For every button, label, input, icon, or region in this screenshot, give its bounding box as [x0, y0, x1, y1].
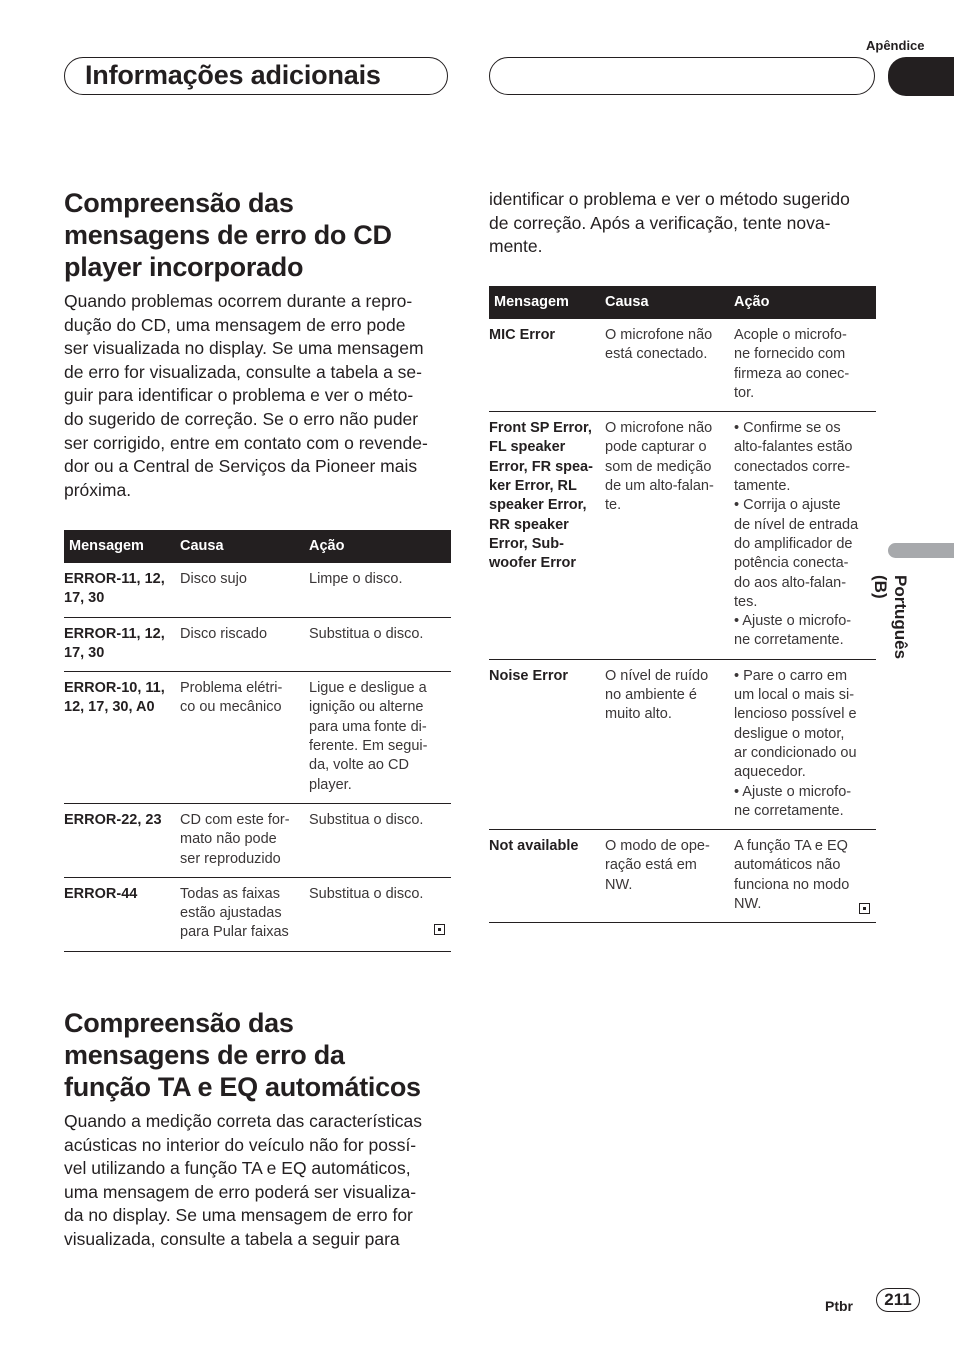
error-message: Front SP Error, FL speaker Error, FR spea- ker Error, RL speaker Error, RR speaker Error, Sub- woofer Error	[489, 412, 600, 660]
side-language-label: Português (B)	[871, 575, 910, 660]
table-row	[64, 617, 451, 672]
table-row	[64, 563, 451, 617]
table-row	[64, 672, 451, 804]
table-row	[489, 412, 876, 660]
table-row	[64, 877, 451, 951]
error-cause: Disco riscado	[175, 617, 304, 672]
cd-section-title: Compreensão das mensagens de erro do CD player incorporado	[64, 188, 392, 282]
error-message: ERROR-10, 11, 12, 17, 30, A0	[64, 672, 175, 804]
column-header: Causa	[600, 286, 729, 319]
error-action: Limpe o disco.	[304, 563, 451, 617]
error-message: ERROR-44	[64, 877, 175, 951]
error-action: • Confirme se os alto-falantes estão conectados corre- tamente. • Corrija o ajuste de nível de entrada do amplificador de potência conecta- do aos alto-falan- tes. • Ajuste o microfo- ne corretamente.	[729, 412, 876, 660]
error-action: Ligue e desligue a ignição ou alterne para uma fonte di- ferente. Em segui- da, volte ao CD player.	[304, 672, 451, 804]
error-action: Substitua o disco.	[304, 617, 451, 672]
table-header-row	[489, 286, 876, 319]
table-header-row	[64, 530, 451, 563]
error-message: MIC Error	[489, 319, 600, 412]
table-row	[64, 803, 451, 877]
chapter-tab	[888, 57, 954, 96]
column-header: Causa	[175, 530, 304, 563]
table-row	[489, 319, 876, 412]
cd-error-table	[64, 530, 451, 952]
error-action: Substitua o disco.	[304, 877, 451, 951]
error-message: Noise Error	[489, 659, 600, 829]
header-empty-box	[489, 57, 875, 95]
column-header: Ação	[729, 286, 876, 319]
error-message: Not available	[489, 830, 600, 923]
ta-section-paragraph: Quando a medição correta das características acústicas no interior do veículo não for possí- vel utilizando a função TA e EQ automáticos, uma mensagem de erro poderá ser visualiza- da no display. Se uma mensagem de erro for visualizada, consulte a tabela a seguir para	[64, 1111, 422, 1249]
column-header: Mensagem	[489, 286, 600, 319]
error-message: ERROR-22, 23	[64, 803, 175, 877]
table-row	[489, 830, 876, 923]
language-code: Ptbr	[825, 1298, 853, 1314]
side-language-label-wrap	[870, 575, 954, 660]
ta-section-title: Compreensão das mensagens de erro da função TA e EQ automáticos	[64, 1008, 421, 1102]
column-header: Mensagem	[64, 530, 175, 563]
page-number: 211	[876, 1288, 920, 1312]
error-cause: Todas as faixas estão ajustadas para Pular faixas	[175, 877, 304, 951]
table-row	[489, 659, 876, 829]
section-label: Apêndice	[866, 38, 925, 53]
error-cause: Disco sujo	[175, 563, 304, 617]
ta-error-table	[489, 286, 876, 923]
error-message: ERROR-11, 12, 17, 30	[64, 617, 175, 672]
column-header: Ação	[304, 530, 451, 563]
error-cause: O nível de ruído no ambiente é muito alto.	[600, 659, 729, 829]
error-action: • Pare o carro em um local o mais si- lencioso possível e desligue o motor, ar condicionado ou aquecedor. • Ajuste o microfo- ne corretamente.	[729, 659, 876, 829]
ta-section-paragraph-continued: identificar o problema e ver o método sugerido de correção. Após a verificação, tente nova- mente.	[489, 189, 850, 257]
error-cause: O modo de ope- ração está em NW.	[600, 830, 729, 923]
language-tab	[888, 543, 954, 558]
error-cause: Problema elétri- co ou mecânico	[175, 672, 304, 804]
cd-section-paragraph: Quando problemas ocorrem durante a repro- dução do CD, uma mensagem de erro pode ser visualizada no display. Se uma mensagem de erro for visualizada, consulte a tabela a se- guir para identificar o problema e ver o méto- do sugerido de correção. Se o erro não puder ser corrigido, entre em contato com o revende- dor ou a Central de Serviços da Pioneer mais próxima.	[64, 291, 428, 500]
chapter-title-box	[64, 57, 448, 95]
error-cause: CD com este for- mato não pode ser reproduzido	[175, 803, 304, 877]
end-of-section-icon	[859, 903, 870, 914]
error-cause: O microfone não pode capturar o som de medição de um alto-falan- te.	[600, 412, 729, 660]
end-of-section-icon	[434, 924, 445, 935]
error-action: A função TA e EQ automáticos não funciona no modo NW.	[729, 830, 876, 923]
error-message: ERROR-11, 12, 17, 30	[64, 563, 175, 617]
error-action: Acople o microfo- ne fornecido com firmeza ao conec- tor.	[729, 319, 876, 412]
error-action: Substitua o disco.	[304, 803, 451, 877]
chapter-title: Informações adicionais	[85, 60, 381, 90]
error-cause: O microfone não está conectado.	[600, 319, 729, 412]
